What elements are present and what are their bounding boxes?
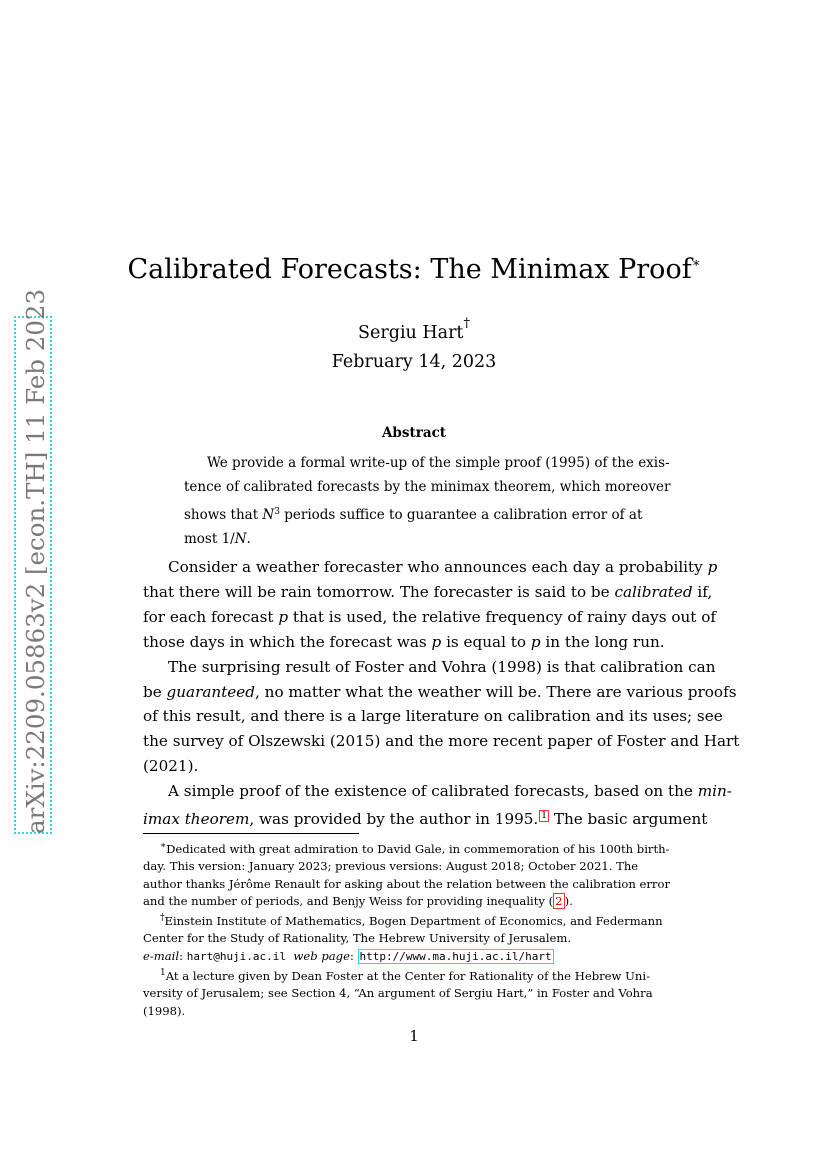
footnote-line: versity of Jerusalem; see Section 4, “An argument of Sergiu Hart,” in Foster and Vohra bbox=[143, 986, 653, 1001]
abstract-body bbox=[184, 451, 671, 552]
paper-date: February 14, 2023 bbox=[331, 352, 497, 372]
text-line: for each forecast p that is used, the relative frequency of rainy days out of bbox=[143, 607, 716, 626]
text-line: be guaranteed, no matter what the weather will be. There are various proofs bbox=[143, 682, 737, 701]
arxiv-identifier[interactable]: arXiv:2209.05863v2 [econ.TH] 11 Feb 2023 bbox=[21, 288, 50, 834]
main-text bbox=[143, 555, 740, 832]
abstract-line: We provide a formal write-up of the simple proof (1995) of the exis- bbox=[207, 455, 670, 471]
footnote-1-link[interactable]: 1 bbox=[541, 811, 547, 822]
homepage-link[interactable]: http://www.ma.huji.ac.il/hart bbox=[359, 949, 552, 963]
footnote-line: day. This version: January 2023; previous versions: August 2018; October 2021. The bbox=[143, 859, 639, 874]
paper-title bbox=[0, 247, 828, 287]
text-line: of this result, and there is a large literature on calibration and its uses; see bbox=[143, 707, 723, 726]
footnote-line: †Einstein Institute of Mathematics, Bogen Department of Economics, and Federmann bbox=[160, 913, 663, 929]
text-line: Consider a weather forecaster who announces each day a probability p bbox=[168, 558, 718, 576]
author-footnote-mark[interactable]: † bbox=[463, 316, 470, 331]
abstract-heading: Abstract bbox=[381, 425, 447, 441]
author-line bbox=[0, 312, 828, 345]
text-line: the survey of Olszewski (2015) and the more recent paper of Foster and Hart bbox=[143, 732, 740, 751]
footnote-line: (1998). bbox=[143, 1003, 186, 1018]
text-line: imax theorem, was provided by the author in 1995. $^1$ The basic argument bbox=[143, 810, 708, 829]
footnote-line: ∗Dedicated with great admiration to David Gale, in commemoration of his 100th birth- bbox=[160, 841, 670, 856]
email-address: hart@huji.ac.il bbox=[186, 949, 287, 963]
footnote-line: author thanks Jérôme Renault for asking about the relation between the calibration error bbox=[143, 876, 671, 891]
footnote-line: e-mail: hart@huji.ac.il web page: http://www.ma.huji.ac.il/hart bbox=[143, 948, 552, 963]
abstract-line: tence of calibrated forecasts by the minimax theorem, which moreover bbox=[184, 479, 671, 496]
author-name: Sergiu Hart bbox=[358, 323, 464, 343]
text-line: that there will be rain tomorrow. The forecaster is said to be calibrated if, bbox=[143, 582, 713, 601]
text-line: those days in which the forecast was p is equal to p in the long run. bbox=[143, 632, 665, 651]
page-number: 1 bbox=[409, 1027, 419, 1045]
text-line: The surprising result of Foster and Vohra (1998) is that calibration can bbox=[168, 657, 716, 676]
footnotes bbox=[143, 838, 685, 1020]
footnote-divider bbox=[143, 833, 359, 834]
footnote-line: Center for the Study of Rationality, The Hebrew University of Jerusalem. bbox=[143, 931, 572, 946]
equation-2-link[interactable]: 2 bbox=[555, 893, 563, 908]
footnote-line: and the number of periods, and Benjy Weiss for providing inequality ( 2 ). bbox=[143, 893, 573, 908]
abstract-line: shows that $N^3$ periods suffice to guarantee a calibration error of at bbox=[184, 506, 643, 523]
text-line: (2021). bbox=[143, 757, 199, 776]
abstract-line: most 1/N. bbox=[184, 531, 251, 548]
text-line: A simple proof of the existence of calibrated forecasts, based on the min- bbox=[168, 782, 732, 801]
title-text: Calibrated Forecasts: The Minimax Proof bbox=[127, 254, 692, 285]
title-footnote-mark[interactable]: ∗ bbox=[691, 256, 701, 271]
footnote-line: $^1$At a lecture given by Dean Foster at the Center for Rationality of the Hebrew Uni- bbox=[160, 968, 650, 984]
